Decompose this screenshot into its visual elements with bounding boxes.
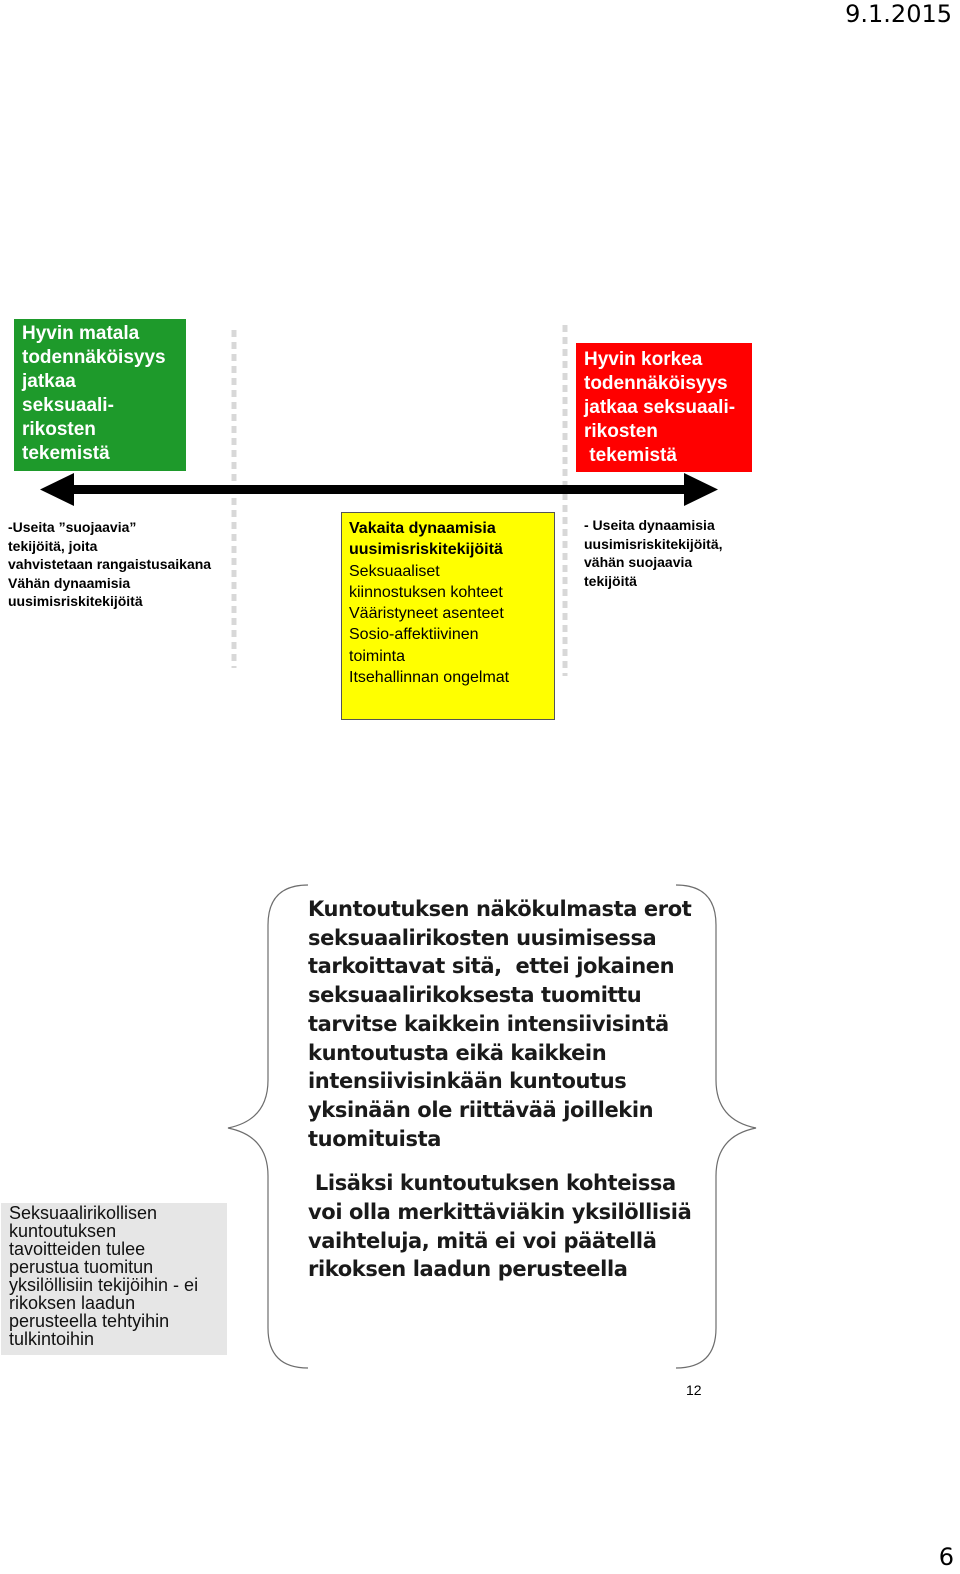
middle-line: Seksuaaliset (349, 562, 440, 580)
rehabilitation-text (308, 895, 708, 1284)
middle-line: Itsehallinnan ongelmat (349, 669, 510, 687)
middle-line: Sosio-affektiivinen (349, 626, 479, 644)
middle-bold-line: Vakaita dynaamisia (349, 520, 496, 537)
para1-line: tarkoittavat sitä, ettei jokainen (308, 954, 675, 979)
side-note-line: yksilöllisiin tekijöihin - ei (9, 1275, 199, 1295)
para2-line: Lisäksi kuntoutuksen kohteissa (308, 1171, 676, 1196)
high-label-line: Hyvin korkea (584, 349, 703, 370)
stable-risk-factors-box (341, 512, 555, 720)
right-column-text (584, 516, 784, 590)
para1-line: kuntoutusta eikä kaikkein (308, 1040, 607, 1065)
right-line: vähän suojaavia (584, 554, 693, 570)
left-line: Vähän dynaamisia (8, 574, 131, 591)
low-label-line: tekemistä (22, 443, 110, 464)
right-line: uusimisriskitekijöitä, (584, 535, 723, 552)
middle-bold-line: uusimisriskitekijöitä (349, 541, 503, 559)
arrow-head-left-icon (40, 473, 74, 506)
high-label-line: todennäköisyys (584, 373, 728, 394)
para1-line: Kuntoutuksen näkökulmasta erot (308, 897, 692, 921)
double-arrow (0, 465, 960, 515)
middle-line: kiinnostuksen kohteet (349, 583, 503, 601)
left-line: tekijöitä, joita (8, 537, 98, 554)
low-label-line: rikosten (22, 419, 96, 440)
middle-line: Vääristyneet asenteet (349, 605, 504, 623)
left-column-text (8, 518, 238, 611)
low-label-line: seksuaali- (22, 395, 114, 416)
left-brace-icon (228, 885, 308, 1368)
para1-line: yksinään ole riittävää joillekin (308, 1097, 654, 1122)
low-probability-box (14, 319, 186, 471)
middle-line: toiminta (349, 647, 406, 665)
high-probability-box (576, 343, 752, 472)
left-line: vahvistetaan rangaistusaikana (8, 556, 212, 572)
side-note-line: tavoitteiden tulee (9, 1239, 146, 1259)
side-note-box (1, 1203, 227, 1355)
para1-line: tarvitse kaikkein intensiivisintä (308, 1011, 669, 1036)
side-note-line: rikoksen laadun (9, 1293, 136, 1313)
paragraph-gap (308, 1153, 708, 1169)
right-line: tekijöitä (584, 572, 637, 589)
para1-line: seksuaalirikoksesta tuomittu (308, 983, 642, 1008)
right-line: - Useita dynaamisia (584, 517, 715, 533)
arrow-head-right-icon (684, 473, 718, 506)
slide-number: 12 (686, 1382, 702, 1398)
left-line: -Useita ”suojaavia” (8, 519, 137, 535)
page-number: 6 (938, 1543, 954, 1571)
side-note-line: kuntoutuksen (9, 1221, 117, 1241)
para2-line: vaihteluja, mitä ei voi päätellä (308, 1228, 657, 1253)
para1-line: tuomituista (308, 1126, 441, 1151)
high-label-line: jatkaa seksuaali- (584, 397, 736, 418)
para2-line: voi olla merkittäviäkin yksilöllisiä (308, 1200, 692, 1225)
low-label-line: jatkaa (22, 371, 76, 392)
low-label-line: Hyvin matala (22, 323, 140, 344)
side-note-line: perusteella tehtyihin (9, 1311, 170, 1331)
high-label-line: rikosten (584, 421, 658, 442)
side-note-line: perustua tuomitun (9, 1257, 154, 1277)
para1-line: intensiivisinkään kuntoutus (308, 1069, 627, 1094)
para1-line: seksuaalirikosten uusimisessa (308, 925, 657, 950)
para2-line: rikoksen laadun perusteella (308, 1257, 628, 1282)
date-header: 9.1.2015 (845, 0, 952, 28)
left-line: uusimisriskitekijöitä (8, 593, 143, 609)
arrow-shaft (72, 485, 692, 494)
high-label-line: tekemistä (584, 445, 677, 466)
low-label-line: todennäköisyys (22, 347, 166, 368)
side-note-line: Seksuaalirikollisen (9, 1203, 158, 1223)
side-note-line: tulkintoihin (9, 1329, 95, 1349)
